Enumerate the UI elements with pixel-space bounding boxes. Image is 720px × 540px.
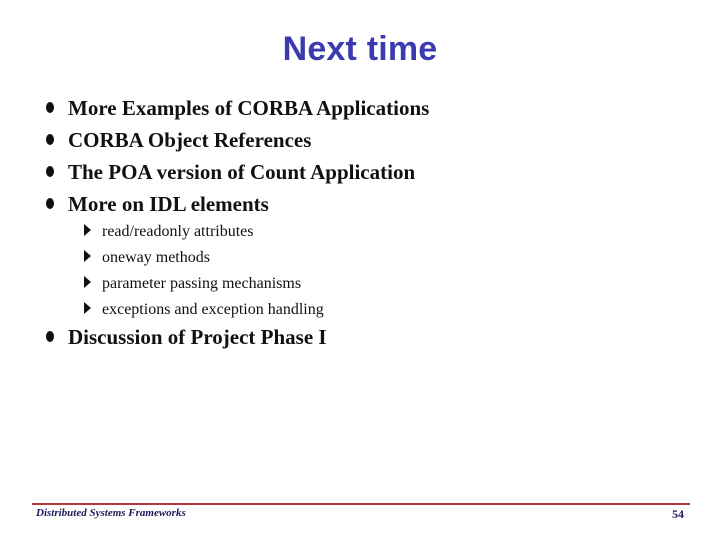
bullet-text: CORBA Object References (68, 128, 312, 152)
bullet-item (46, 158, 429, 190)
triangle-bullet-icon (84, 224, 91, 236)
bullet-item (46, 190, 429, 222)
sub-bullet-text: parameter passing mechanisms (102, 275, 302, 292)
sub-bullet-item (84, 299, 324, 325)
triangle-bullet-icon (84, 250, 91, 262)
bullet-item (46, 94, 429, 126)
bullet-text: More on IDL elements (68, 192, 269, 216)
bullet-dot-icon (46, 166, 54, 177)
main-bullet-list (46, 94, 429, 222)
bullet-text: Discussion of Project Phase I (68, 325, 327, 349)
footer-divider (32, 503, 690, 505)
sub-bullet-item (84, 247, 324, 273)
bullet-item (46, 323, 327, 355)
last-bullet-list (46, 323, 327, 355)
bullet-dot-icon (46, 331, 54, 342)
sub-bullet-list (84, 221, 324, 325)
sub-bullet-text: read/readonly attributes (102, 223, 254, 240)
footer-course-title: Distributed Systems Frameworks (36, 507, 186, 519)
bullet-item (46, 126, 429, 158)
bullet-text: More Examples of CORBA Applications (68, 96, 430, 120)
triangle-bullet-icon (84, 276, 91, 288)
sub-bullet-text: oneway methods (102, 249, 210, 266)
triangle-bullet-icon (84, 302, 91, 314)
sub-bullet-text: exceptions and exception handling (102, 301, 324, 318)
slide-title: Next time (282, 30, 438, 68)
page-number: 54 (672, 507, 684, 521)
bullet-text: The POA version of Count Application (68, 160, 416, 184)
sub-bullet-item (84, 273, 324, 299)
bullet-dot-icon (46, 134, 54, 145)
bullet-dot-icon (46, 198, 54, 209)
sub-bullet-item (84, 221, 324, 247)
bullet-dot-icon (46, 102, 54, 113)
